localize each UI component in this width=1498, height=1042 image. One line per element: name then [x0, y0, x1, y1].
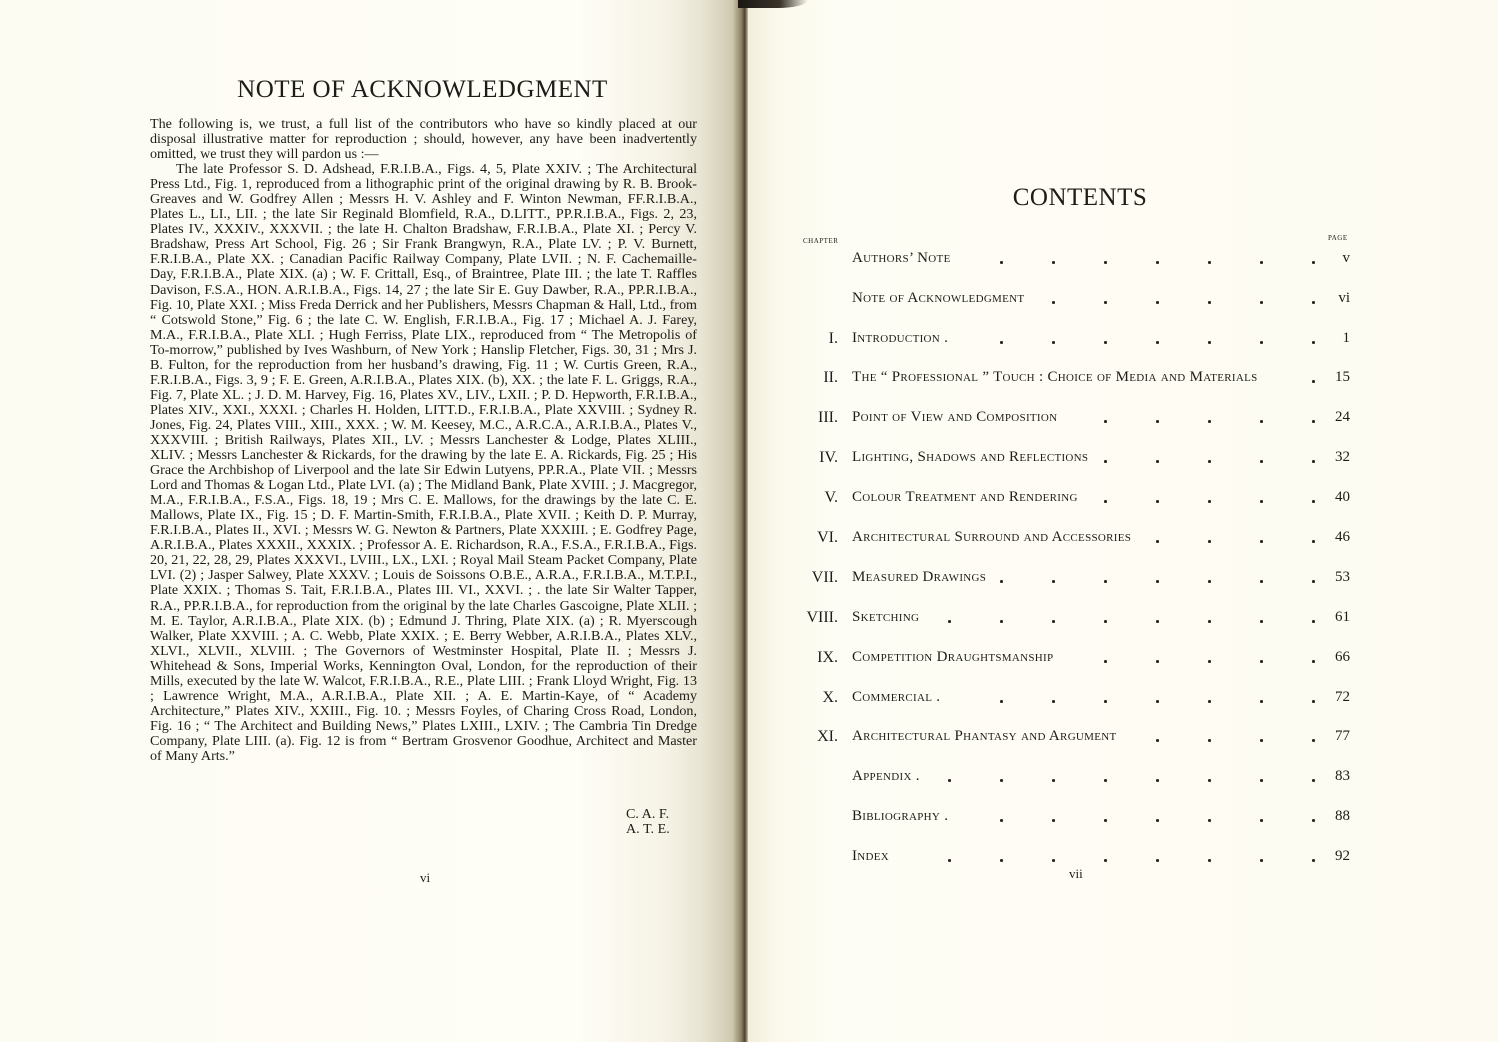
leader-dot — [1260, 341, 1263, 344]
leader-dot — [1052, 700, 1055, 703]
chapter-title: Point of View and Composition — [852, 409, 1058, 425]
contents-entry — [800, 485, 1360, 509]
leader-dot — [1312, 739, 1315, 742]
leader-dot — [1156, 500, 1159, 503]
leader-dot — [1312, 420, 1315, 423]
leader-dot — [1156, 620, 1159, 623]
leader-dot — [1156, 540, 1159, 543]
leader-dot — [1260, 779, 1263, 782]
contents-entry — [800, 764, 1360, 788]
acknowledgment-intro: The following is, we trust, a full list of the contributors who have so kindly placed at our disposal illustrative matter for reproduction ; should, however, any have been inadvertently omitted, we trust they will pardon us :— — [150, 116, 697, 163]
leader-dot — [1000, 261, 1003, 264]
chapter-title: Competition Draughtsmanship — [852, 649, 1054, 665]
leader-dot — [1156, 261, 1159, 264]
leader-dot — [1052, 819, 1055, 822]
leader-dot — [1208, 859, 1211, 862]
acknowledgment-list: The late Professor S. D. Adshead, F.R.I.B.A., Figs. 4, 5, Plate XXIV. ; The Architectural Press Ltd., Fig. 1, reproduced from a lithographic print of the original drawing by R. B. Brook-Greaves and W. Godfrey Allen ; Messrs H. V. Ashley and F. Winton Newman, FF.R.I.B.A., Plates L., LI., LII. ; the late Sir Reginald Blomfield, R.A., D.LITT., PP.R.I.B.A., Figs. 2, 23, Plates IV., XXXIV., XXXVII. ; the late H. Chalton Bradshaw, F.R.I.B.A., Plate XI. ; Percy V. Bradshaw, Press Art School, Fig. 26 ; Sir Frank Brangwyn, R.A., Plate LV. ; P. V. Burnett, F.R.I.B.A., Plate XX. ; Canadian Pacific Railway Company, Plate LVII. ; N. F. Cachemaille-Day, F.R.I.B.A., Plate XIX. (a) ; W. F. Crittall, Esq., of Braintree, Plate III. ; the late T. Raffles Davison, F.S.A., HON. A.R.I.B.A., Figs. 14, 27 ; the late Sir E. Guy Dawber, R.A., PP.R.I.B.A., Fig. 10, Plate XXI. ; Miss Freda Derrick and her Publishers, Messrs Chapman & Hall, Ltd., from “ Cotswold Stone,” Fig. 6 ; the late C. W. English, F.R.I.B.A., Fig. 17 ; Michael A. J. Farey, M.A., F.R.I.B.A., Plate XLI. ; Hugh Ferriss, Plate LIX., reproduced from “ The Metropolis of To-morrow,” published by Ives Washburn, of New York ; Hanslip Fletcher, Figs. 30, 31 ; Mrs J. B. Fulton, for the reproduction from her husband’s drawing, Fig. 11 ; W. Curtis Green, R.A., F.R.I.B.A., Figs. 3, 9 ; F. E. Green, A.R.I.B.A., Plates XIX. (b), XX. ; the late F. L. Griggs, R.A., Fig. 7, Plate XL. ; J. D. M. Harvey, Fig. 16, Plates XV., LIV., LXII. ; P. D. Hepworth, F.R.I.B.A., Plates XIV., XXI., XXXI. ; Charles H. Holden, LITT.D., F.R.I.B.A., Plate XXVIII. ; Sydney R. Jones, Fig. 24, Plates VIII., XIII., XXX. ; W. M. Keesey, M.C., A.R.C.A., A.R.I.B.A., Plates V., XXXVIII. ; British Railways, Plates XII., LV. ; Messrs Lanchester & Lodge, Plates XLIII., XLIV. ; Messrs Lanchester & Rickards, for the drawing by the late E. A. Rickards, Fig. 25 ; His Grace the Archbishop of Liverpool and the late Sir Edwin Lutyens, PP.R.A., Plate VII. ; Messrs Lord and Thomas & Logan Ltd., Plate LVI. (a) ; The Midland Bank, Plate XVIII. ; J. Macgregor, M.A., F.R.I.B.A., F.S.A., Figs. 18, 19 ; Mrs C. E. Mallows, for the drawings by the late C. E. Mallows, Plate IX., Fig. 15 ; D. F. Martin-Smith, F.R.I.B.A., Plate XVII. ; Keith D. P. Murray, F.R.I.B.A., Plates II., XVI. ; Messrs W. G. Newton & Partners, Plate XXXIII. ; E. Godfrey Page, A.R.I.B.A., Plates XXXII., XXXIX. ; Professor A. E. Richardson, R.A., F.S.A., F.R.I.B.A., Figs. 20, 21, 22, 28, 29, Plates XXXVI., LVIII., LX., LXI. ; Royal Mail Steam Packet Company, Plate LVI. (2) ; Jasper Salwey, Plate XXXV. ; Louis de Soissons O.B.E., A.R.A., F.R.I.B.A., M.T.P.I., Plate XXIX. ; Thomas S. Tait, F.R.I.B.A., Plates III. VI., XXVI. ; . the late Sir Walter Tapper, R.A., PP.R.I.B.A., for reproduction from the original by the late Charles Gascoigne, Plate XLII. ; M. E. Taylor, A.R.I.B.A., Plate XIX. (b) ; Edmund J. Thring, Plate XIX. (a) ; R. Myerscough Walker, Plate XXVIII. ; A. C. Webb, Plate XXIX. ; E. Berry Webber, A.R.I.B.A., Plates XLV., XLVI., XLVII., XLVIII. ; The Governors of Westminster Hospital, Plate II. ; Messrs J. Whitehead & Sons, Imperial Works, Kennington Oval, London, for the reproduction of their Mills, executed by the late W. Walcot, F.R.I.B.A., R.E., Plate LIII. ; Frank Lloyd Wright, Fig. 13 ; Lawrence Wright, M.A., A.R.I.B.A., Plate XII. ; A. E. Martin-Kaye, of “ Academy Architecture,” Plates XIV., XXIII., Fig. 10. ; Messrs Foyles, of Charing Cross Road, London, Fig. 16 ; “ The Architect and Building News,” Plates LXIII., LXIV. ; The Cambria Tin Dredge Company, Plate LIII. (a). Fig. 12 is from “ Bertram Grosvenor Goodhue, Architect and Master of Many Arts.” — [150, 161, 697, 764]
chapter-title: Lighting, Shadows and Reflections — [852, 449, 1089, 465]
contents-entry — [800, 246, 1360, 270]
leader-dot — [1260, 819, 1263, 822]
chapter-title: Introduction . — [852, 330, 949, 346]
leader-dot — [1052, 261, 1055, 264]
chapter-title: Appendix . — [852, 768, 920, 784]
chapter-number: X. — [822, 689, 838, 706]
page-number-left: vi — [420, 870, 431, 885]
leader-dot — [948, 859, 951, 862]
leader-dot — [1312, 819, 1315, 822]
leader-dot — [1312, 580, 1315, 583]
leader-dot — [1156, 341, 1159, 344]
chapter-page-number: 32 — [1335, 449, 1350, 465]
leader-dot — [1052, 301, 1055, 304]
leader-dot — [1260, 859, 1263, 862]
leader-dot — [1312, 700, 1315, 703]
leader-dot — [1000, 819, 1003, 822]
chapter-page-number: vi — [1338, 290, 1350, 306]
leader-dot — [1208, 660, 1211, 663]
signature — [626, 807, 670, 837]
leader-dot — [1104, 261, 1107, 264]
chapter-title: Architectural Surround and Accessories — [852, 529, 1132, 545]
leader-dot — [1312, 341, 1315, 344]
chapter-number: II. — [823, 369, 838, 386]
chapter-column-label: CHAPTER — [803, 237, 839, 245]
leader-dot — [1000, 620, 1003, 623]
contents-entry — [800, 365, 1360, 389]
chapter-number: VIII. — [806, 609, 838, 626]
leader-dot — [1312, 620, 1315, 623]
chapter-title: Authors’ Note — [852, 250, 951, 266]
leader-dot — [1104, 580, 1107, 583]
leader-dot — [1156, 580, 1159, 583]
leader-dot — [1208, 540, 1211, 543]
leader-dot — [1104, 460, 1107, 463]
leader-dot — [1260, 460, 1263, 463]
acknowledgment-body — [150, 117, 697, 764]
contents-entry — [800, 405, 1360, 429]
leader-dot — [1052, 341, 1055, 344]
leader-dot — [1260, 500, 1263, 503]
leader-dot — [1312, 301, 1315, 304]
chapter-title: Index — [852, 848, 890, 864]
page-number-right: vii — [1069, 866, 1083, 881]
leader-dot — [1208, 301, 1211, 304]
leader-dot — [1260, 739, 1263, 742]
leader-dot — [1052, 779, 1055, 782]
leader-dot — [948, 779, 951, 782]
leader-dot — [1052, 580, 1055, 583]
chapter-page-number: 61 — [1335, 609, 1350, 625]
chapter-page-number: v — [1342, 250, 1350, 266]
chapter-page-number: 88 — [1335, 808, 1350, 824]
leader-dot — [1052, 620, 1055, 623]
chapter-title: Colour Treatment and Rendering — [852, 489, 1078, 505]
chapter-page-number: 83 — [1335, 768, 1350, 784]
leader-dot — [948, 620, 951, 623]
chapter-number: IV. — [819, 449, 838, 466]
chapter-number: V. — [824, 489, 838, 506]
leader-dot — [1312, 779, 1315, 782]
leader-dot — [1156, 739, 1159, 742]
leader-dot — [1000, 580, 1003, 583]
leader-dot — [1312, 261, 1315, 264]
signature-ate: A. T. E. — [626, 821, 670, 837]
chapter-title: Bibliography . — [852, 808, 949, 824]
chapter-number: VI. — [817, 529, 838, 546]
chapter-page-number: 77 — [1335, 728, 1350, 744]
leader-dot — [1312, 500, 1315, 503]
chapter-title: Measured Drawings — [852, 569, 987, 585]
contents-entry — [800, 605, 1360, 629]
acknowledgment-title: NOTE OF ACKNOWLEDGMENT — [237, 76, 608, 103]
contents-entry — [800, 326, 1360, 350]
chapter-page-number: 40 — [1335, 489, 1350, 505]
leader-dot — [1156, 420, 1159, 423]
contents-entry — [800, 724, 1360, 748]
leader-dot — [1156, 700, 1159, 703]
contents-entry — [800, 645, 1360, 669]
leader-dot — [1156, 819, 1159, 822]
chapter-title: Architectural Phantasy and Argument — [852, 728, 1117, 744]
leader-dot — [1312, 540, 1315, 543]
chapter-title: Commercial . — [852, 689, 941, 705]
contents-entry — [800, 565, 1360, 589]
leader-dot — [1156, 660, 1159, 663]
page-column-label: PAGE — [1328, 234, 1348, 242]
leader-dot — [1208, 739, 1211, 742]
leader-dot — [1000, 859, 1003, 862]
chapter-title: Sketching — [852, 609, 920, 625]
leader-dot — [1000, 341, 1003, 344]
leader-dot — [1208, 779, 1211, 782]
chapter-number: I. — [828, 330, 838, 347]
leader-dot — [1104, 660, 1107, 663]
leader-dot — [1208, 500, 1211, 503]
leader-dot — [1208, 460, 1211, 463]
chapter-number: IX. — [817, 649, 838, 666]
leader-dot — [1312, 859, 1315, 862]
leader-dot — [1312, 660, 1315, 663]
leader-dot — [1260, 700, 1263, 703]
chapter-page-number: 92 — [1335, 848, 1350, 864]
chapter-number: VII. — [811, 569, 838, 586]
leader-dot — [1208, 420, 1211, 423]
book-gutter — [722, 0, 748, 1042]
leader-dot — [1104, 779, 1107, 782]
leader-dot — [1208, 620, 1211, 623]
chapter-page-number: 46 — [1335, 529, 1350, 545]
leader-dot — [1208, 261, 1211, 264]
leader-dot — [1260, 261, 1263, 264]
chapter-title: The “ Professional ” Touch : Choice of Media and Materials — [852, 369, 1258, 385]
contents-title: CONTENTS — [1012, 184, 1148, 211]
leader-dot — [1260, 540, 1263, 543]
leader-dot — [1104, 341, 1107, 344]
leader-dot — [1208, 580, 1211, 583]
right-page — [748, 0, 1498, 1042]
leader-dot — [1104, 500, 1107, 503]
leader-dot — [1260, 580, 1263, 583]
chapter-number: XI. — [817, 728, 838, 745]
leader-dot — [1000, 779, 1003, 782]
leader-dot — [1156, 779, 1159, 782]
contents-entry — [800, 525, 1360, 549]
leader-dot — [1104, 819, 1107, 822]
contents-entry — [800, 286, 1360, 310]
chapter-page-number: 53 — [1335, 569, 1350, 585]
leader-dot — [1260, 301, 1263, 304]
chapter-title: Note of Acknowledgment — [852, 290, 1025, 306]
leader-dot — [1260, 420, 1263, 423]
leader-dot — [1104, 301, 1107, 304]
contents-entry — [800, 445, 1360, 469]
leader-dot — [1260, 660, 1263, 663]
leader-dot — [1208, 819, 1211, 822]
leader-dot — [1208, 700, 1211, 703]
chapter-page-number: 1 — [1342, 330, 1350, 346]
leader-dot — [1156, 301, 1159, 304]
leader-dot — [1104, 700, 1107, 703]
leader-dot — [1156, 460, 1159, 463]
chapter-page-number: 15 — [1335, 369, 1350, 385]
leader-dot — [1260, 620, 1263, 623]
leader-dot — [1156, 859, 1159, 862]
leader-dot — [1104, 620, 1107, 623]
leader-dot — [1208, 341, 1211, 344]
signature-caf: C. A. F. — [626, 806, 670, 822]
contents-entry — [800, 804, 1360, 828]
leader-dot — [1312, 380, 1315, 383]
leader-dot — [1104, 420, 1107, 423]
chapter-number: III. — [818, 409, 838, 426]
leader-dot — [1312, 460, 1315, 463]
chapter-page-number: 72 — [1335, 689, 1350, 705]
chapter-page-number: 66 — [1335, 649, 1350, 665]
chapter-page-number: 24 — [1335, 409, 1350, 425]
leader-dot — [1104, 859, 1107, 862]
contents-entry — [800, 685, 1360, 709]
contents-entry — [800, 844, 1360, 868]
leader-dot — [1052, 859, 1055, 862]
leader-dot — [1000, 700, 1003, 703]
